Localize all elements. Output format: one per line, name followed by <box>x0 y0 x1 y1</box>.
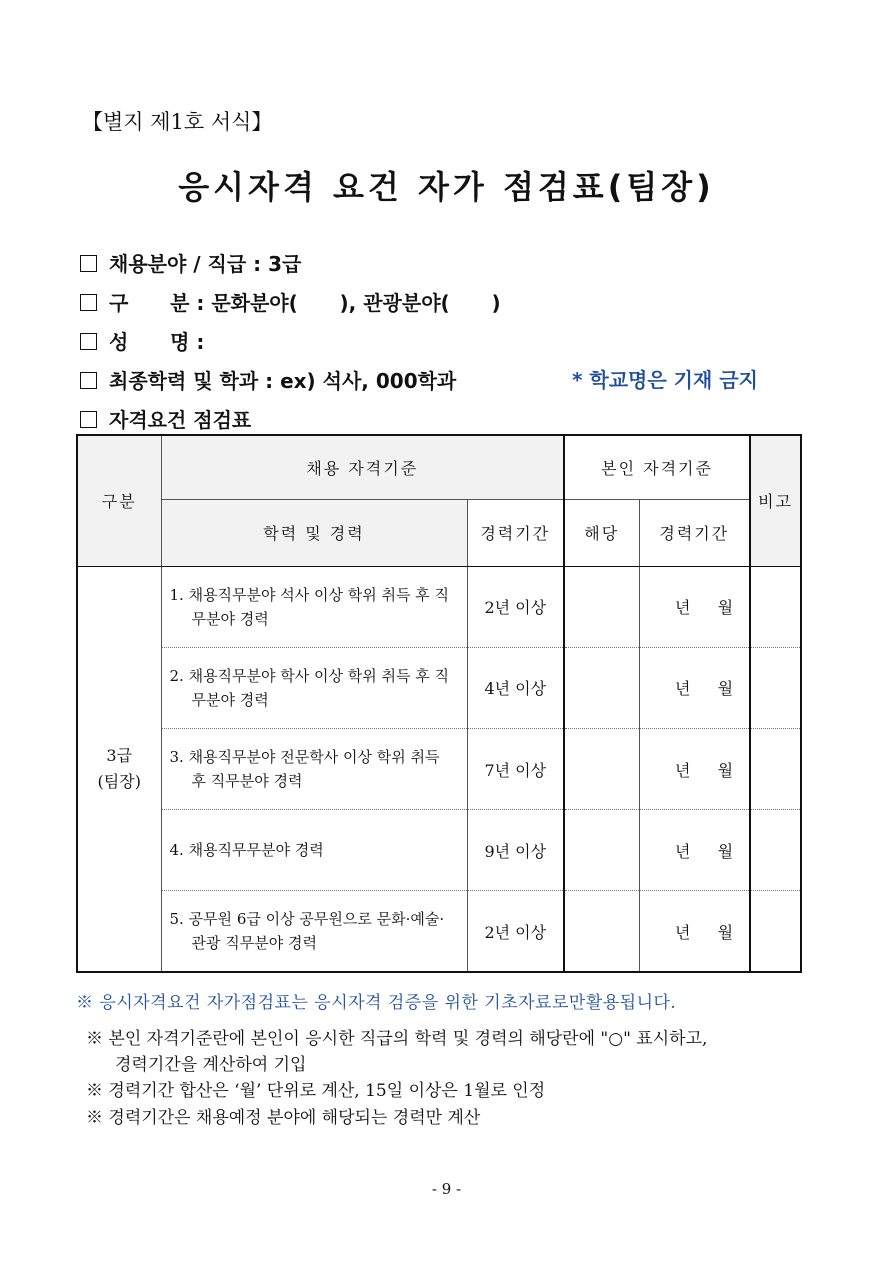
header-remarks: 비고 <box>750 435 801 566</box>
checkbox-square-icon <box>80 294 97 311</box>
requirement-desc <box>161 566 467 647</box>
document-title: 응시자격 요건 자가 점검표(팀장) <box>178 168 715 206</box>
checkbox-square-icon <box>80 411 97 428</box>
header-education-career: 학력 및 경력 <box>161 499 467 566</box>
requirement-period: 7년 이상 <box>467 729 564 810</box>
header-self-criteria: 본인 자격기준 <box>564 435 750 499</box>
grade-label: 3급 <box>106 745 133 765</box>
requirement-text: 1. 채용직무분야 석사 이상 학위 취득 후 직무분야 경력 <box>169 585 450 628</box>
self-period-cell[interactable]: 년 월 <box>639 729 750 810</box>
requirement-desc <box>161 729 467 810</box>
info-line-name <box>80 326 204 355</box>
remarks-cell[interactable] <box>750 729 801 810</box>
checkbox-square-icon <box>80 333 97 350</box>
applicable-cell[interactable] <box>564 566 639 647</box>
requirement-desc <box>161 810 467 891</box>
footnote-line: ※ 경력기간 합산은 ‘월’ 단위로 계산, 15일 이상은 1월로 인정 <box>86 1081 546 1101</box>
header-self-period: 경력기간 <box>639 499 750 566</box>
qualification-table <box>76 434 802 973</box>
form-number: 【별지 제1호 서식】 <box>82 110 273 134</box>
info-line-education <box>80 365 456 394</box>
remarks-cell[interactable] <box>750 647 801 728</box>
grade-cell <box>77 566 161 972</box>
page-number: - 9 - <box>431 1180 462 1198</box>
footnote-line: 경력기간을 계산하여 기입 <box>115 1055 307 1075</box>
remarks-cell[interactable] <box>750 566 801 647</box>
requirement-text: 2. 채용직무분야 학사 이상 학위 취득 후 직무분야 경력 <box>169 666 450 709</box>
requirement-text: 4. 채용직무무분야 경력 <box>169 841 324 860</box>
requirement-desc <box>161 647 467 728</box>
remarks-cell[interactable] <box>750 891 801 972</box>
info-text: 채용분야 / 직급 : 3급 <box>109 252 302 276</box>
info-text: 자격요건 점검표 <box>109 408 252 432</box>
requirement-period: 2년 이상 <box>467 566 564 647</box>
self-period-cell[interactable]: 년 월 <box>639 810 750 891</box>
requirement-period: 4년 이상 <box>467 647 564 728</box>
school-name-note: * 학교명은 기재 금지 <box>572 368 758 392</box>
footnote-line: ※ 경력기간은 채용예정 분야에 해당되는 경력만 계산 <box>86 1108 481 1128</box>
header-category: 구분 <box>77 435 161 566</box>
info-line-division <box>80 287 501 316</box>
info-text: 구 분 : 문화분야( ), 관광분야( ) <box>109 291 501 315</box>
header-period: 경력기간 <box>467 499 564 566</box>
footnote-usage: ※ 응시자격요건 자가점검표는 응시자격 검증을 위한 기초자료로만활용됩니다. <box>76 993 677 1013</box>
applicable-cell[interactable] <box>564 891 639 972</box>
requirement-text: 3. 채용직무분야 전문학사 이상 학위 취득 후 직무분야 경력 <box>169 748 440 791</box>
applicable-cell[interactable] <box>564 729 639 810</box>
requirement-period: 2년 이상 <box>467 891 564 972</box>
self-period-cell[interactable]: 년 월 <box>639 647 750 728</box>
applicable-cell[interactable] <box>564 810 639 891</box>
info-text: 최종학력 및 학과 : ex) 석사, 000학과 <box>109 369 457 393</box>
footnote-line: ※ 본인 자격기준란에 본인이 응시한 직급의 학력 및 경력의 해당란에 "○" 표시하고, <box>86 1029 708 1049</box>
info-line-field-grade <box>80 248 301 277</box>
requirement-desc <box>161 891 467 972</box>
header-criteria: 채용 자격기준 <box>161 435 564 499</box>
info-line-checklist <box>80 404 251 433</box>
checkbox-square-icon <box>80 255 97 272</box>
applicable-cell[interactable] <box>564 647 639 728</box>
grade-sublabel: (팀장) <box>97 771 141 791</box>
info-text: 성 명 : <box>109 330 205 354</box>
self-period-cell[interactable]: 년 월 <box>639 566 750 647</box>
self-period-cell[interactable]: 년 월 <box>639 891 750 972</box>
header-applicable: 해당 <box>564 499 639 566</box>
checkbox-square-icon <box>80 372 97 389</box>
requirement-text: 5. 공무원 6급 이상 공무원으로 문화·예술·관광 직무분야 경력 <box>169 910 445 953</box>
requirement-period: 9년 이상 <box>467 810 564 891</box>
remarks-cell[interactable] <box>750 810 801 891</box>
